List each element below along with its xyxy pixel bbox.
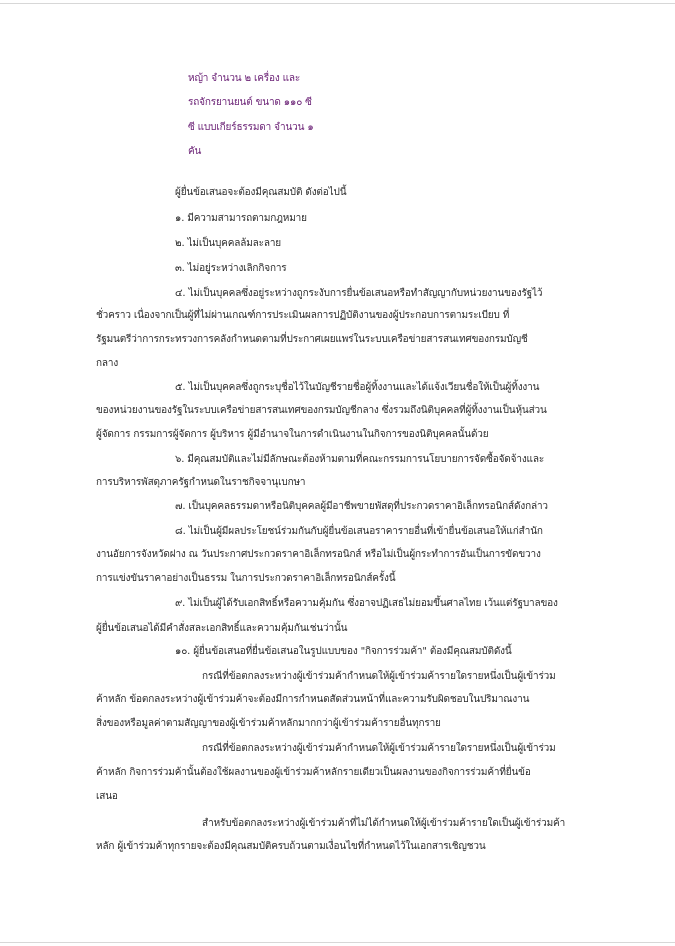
page-bottom-border <box>0 942 675 943</box>
item-3: ๓. ไม่อยู่ระหว่างเลิกกิจการ <box>175 263 287 274</box>
joint-venture-case-1-line-2: ค้าหลัก ข้อตกลงระหว่างผู้เข้าร่วมค้าจะต้องมีการกำหนดสัดส่วนหน้าที่และความรับผิดชอบในปริมาณงาน <box>96 694 530 705</box>
joint-venture-case-2-line-2: ค้าหลัก กิจการร่วมค้านั้นต้องใช้ผลงานของผู้เข้าร่วมค้าหลักรายเดียวเป็นผลงานของกิจการร่วมค้าที่ยื่นข้อ <box>96 767 531 778</box>
header-line-3: ซี แบบเกียร์ธรรมดา จำนวน ๑ <box>188 122 314 133</box>
item-8-line-2: งานอัยการจังหวัดฝาง ณ วันประกาศประกวดราคาอิเล็กทรอนิกส์ หรือไม่เป็นผู้กระทำการอันเป็นการขัดขวาง <box>96 549 541 560</box>
header-line-4: คัน <box>188 146 202 157</box>
joint-venture-case-3-line-2: หลัก ผู้เข้าร่วมค้าทุกรายจะต้องมีคุณสมบัติครบถ้วนตามเงื่อนไขที่กำหนดไว้ในเอกสารเชิญชวน <box>96 841 486 852</box>
item-1: ๑. มีความสามารถตามกฎหมาย <box>175 213 307 224</box>
item-6-line-2: การบริหารพัสดุภาครัฐกำหนดในราชกิจจานุเบกษา <box>96 477 306 488</box>
item-4-line-4: กลาง <box>96 358 119 369</box>
item-2: ๒. ไม่เป็นบุคคลล้มละลาย <box>175 238 281 249</box>
header-line-1: หญ้า จำนวน ๒ เครื่อง และ <box>188 73 301 84</box>
item-5-line-2: ของหน่วยงานของรัฐในระบบเครือข่ายสารสนเทศของกรมบัญชีกลาง ซึ่งรวมถึงนิติบุคคลที่ผู้ทิ้งงานเป็นหุ้นส่วน <box>96 405 547 416</box>
intro-line: ผู้ยื่นข้อเสนอจะต้องมีคุณสมบัติ ดังต่อไปนี้ <box>175 187 347 198</box>
item-4-line-3: รัฐมนตรีว่าการกระทรวงการคลังกำหนดตามที่ประกาศเผยแพร่ในระบบเครือข่ายสารสนเทศของกรมบัญชี <box>96 334 528 345</box>
item-8-line-3: การแข่งขันราคาอย่างเป็นธรรม ในการประกวดราคาอิเล็กทรอนิกส์ครั้งนี้ <box>96 573 396 584</box>
item-9-line-1: ๙. ไม่เป็นผู้ได้รับเอกสิทธิ์หรือความคุ้มกัน ซึ่งอาจปฏิเสธไม่ยอมขึ้นศาลไทย เว้นแต่รัฐบาลของ <box>175 598 558 609</box>
item-7: ๗. เป็นบุคคลธรรมดาหรือนิติบุคคลผู้มีอาชีพขายพัสดุที่ประกวดราคาอิเล็กทรอนิกส์ดังกล่าว <box>175 501 548 512</box>
joint-venture-case-3-line-1: สำหรับข้อตกลงระหว่างผู้เข้าร่วมค้าที่ไม่ได้กำหนดให้ผู้เข้าร่วมค้ารายใดเป็นผู้เข้าร่วมค้า <box>202 818 566 829</box>
joint-venture-case-1-line-1: กรณีที่ข้อตกลงระหว่างผู้เข้าร่วมค้ากำหนดให้ผู้เข้าร่วมค้ารายใดรายหนึ่งเป็นผู้เข้าร่วม <box>202 671 556 682</box>
item-6-line-1: ๖. มีคุณสมบัติและไม่มีลักษณะต้องห้ามตามที่คณะกรรมการนโยบายการจัดซื้อจัดจ้างและ <box>175 454 545 465</box>
item-4-line-2: ชั่วคราว เนื่องจากเป็นผู้ที่ไม่ผ่านเกณฑ์การประเมินผลการปฏิบัติงานของผู้ประกอบการตามระเบียบ ที่ <box>96 310 510 321</box>
joint-venture-case-2-line-3: เสนอ <box>96 791 118 802</box>
item-8-line-1: ๘. ไม่เป็นผู้มีผลประโยชน์ร่วมกันกับผู้ยื่นข้อเสนอราคารายอื่นที่เข้ายื่นข้อเสนอให้แก่สำนัก <box>175 526 543 537</box>
item-5-line-3: ผู้จัดการ กรรมการผู้จัดการ ผู้บริหาร ผู้มีอำนาจในการดำเนินงานในกิจการของนิติบุคคลนั้นด้วย <box>96 429 489 440</box>
item-5-line-1: ๕. ไม่เป็นบุคคลซึ่งถูกระบุชื่อไว้ในบัญชีรายชื่อผู้ทิ้งงานและได้แจ้งเวียนชื่อให้เป็นผู้ทิ้งงาน <box>175 382 540 393</box>
joint-venture-case-1-line-3: สิ่งของหรือมูลค่าตามสัญญาของผู้เข้าร่วมค้าหลักมากกว่าผู้เข้าร่วมค้ารายอื่นทุกราย <box>96 718 441 729</box>
header-line-2: รถจักรยานยนต์ ขนาด ๑๑๐ ซี <box>188 97 312 108</box>
item-4-line-1: ๔. ไม่เป็นบุคคลซึ่งอยู่ระหว่างถูกระงับการยื่นข้อเสนอหรือทำสัญญากับหน่วยงานของรัฐไว้ <box>175 288 543 299</box>
item-9-line-2: ผู้ยื่นข้อเสนอได้มีคำสั่งสละเอกสิทธิ์และความคุ้มกันเช่นว่านั้น <box>96 623 348 634</box>
item-10-heading: ๑๐. ผู้ยื่นข้อเสนอที่ยื่นข้อเสนอในรูปแบบของ "กิจการร่วมค้า" ต้องมีคุณสมบัติดังนี้ <box>175 646 512 657</box>
joint-venture-case-2-line-1: กรณีที่ข้อตกลงระหว่างผู้เข้าร่วมค้ากำหนดให้ผู้เข้าร่วมค้ารายใดรายหนึ่งเป็นผู้เข้าร่วม <box>202 743 556 754</box>
